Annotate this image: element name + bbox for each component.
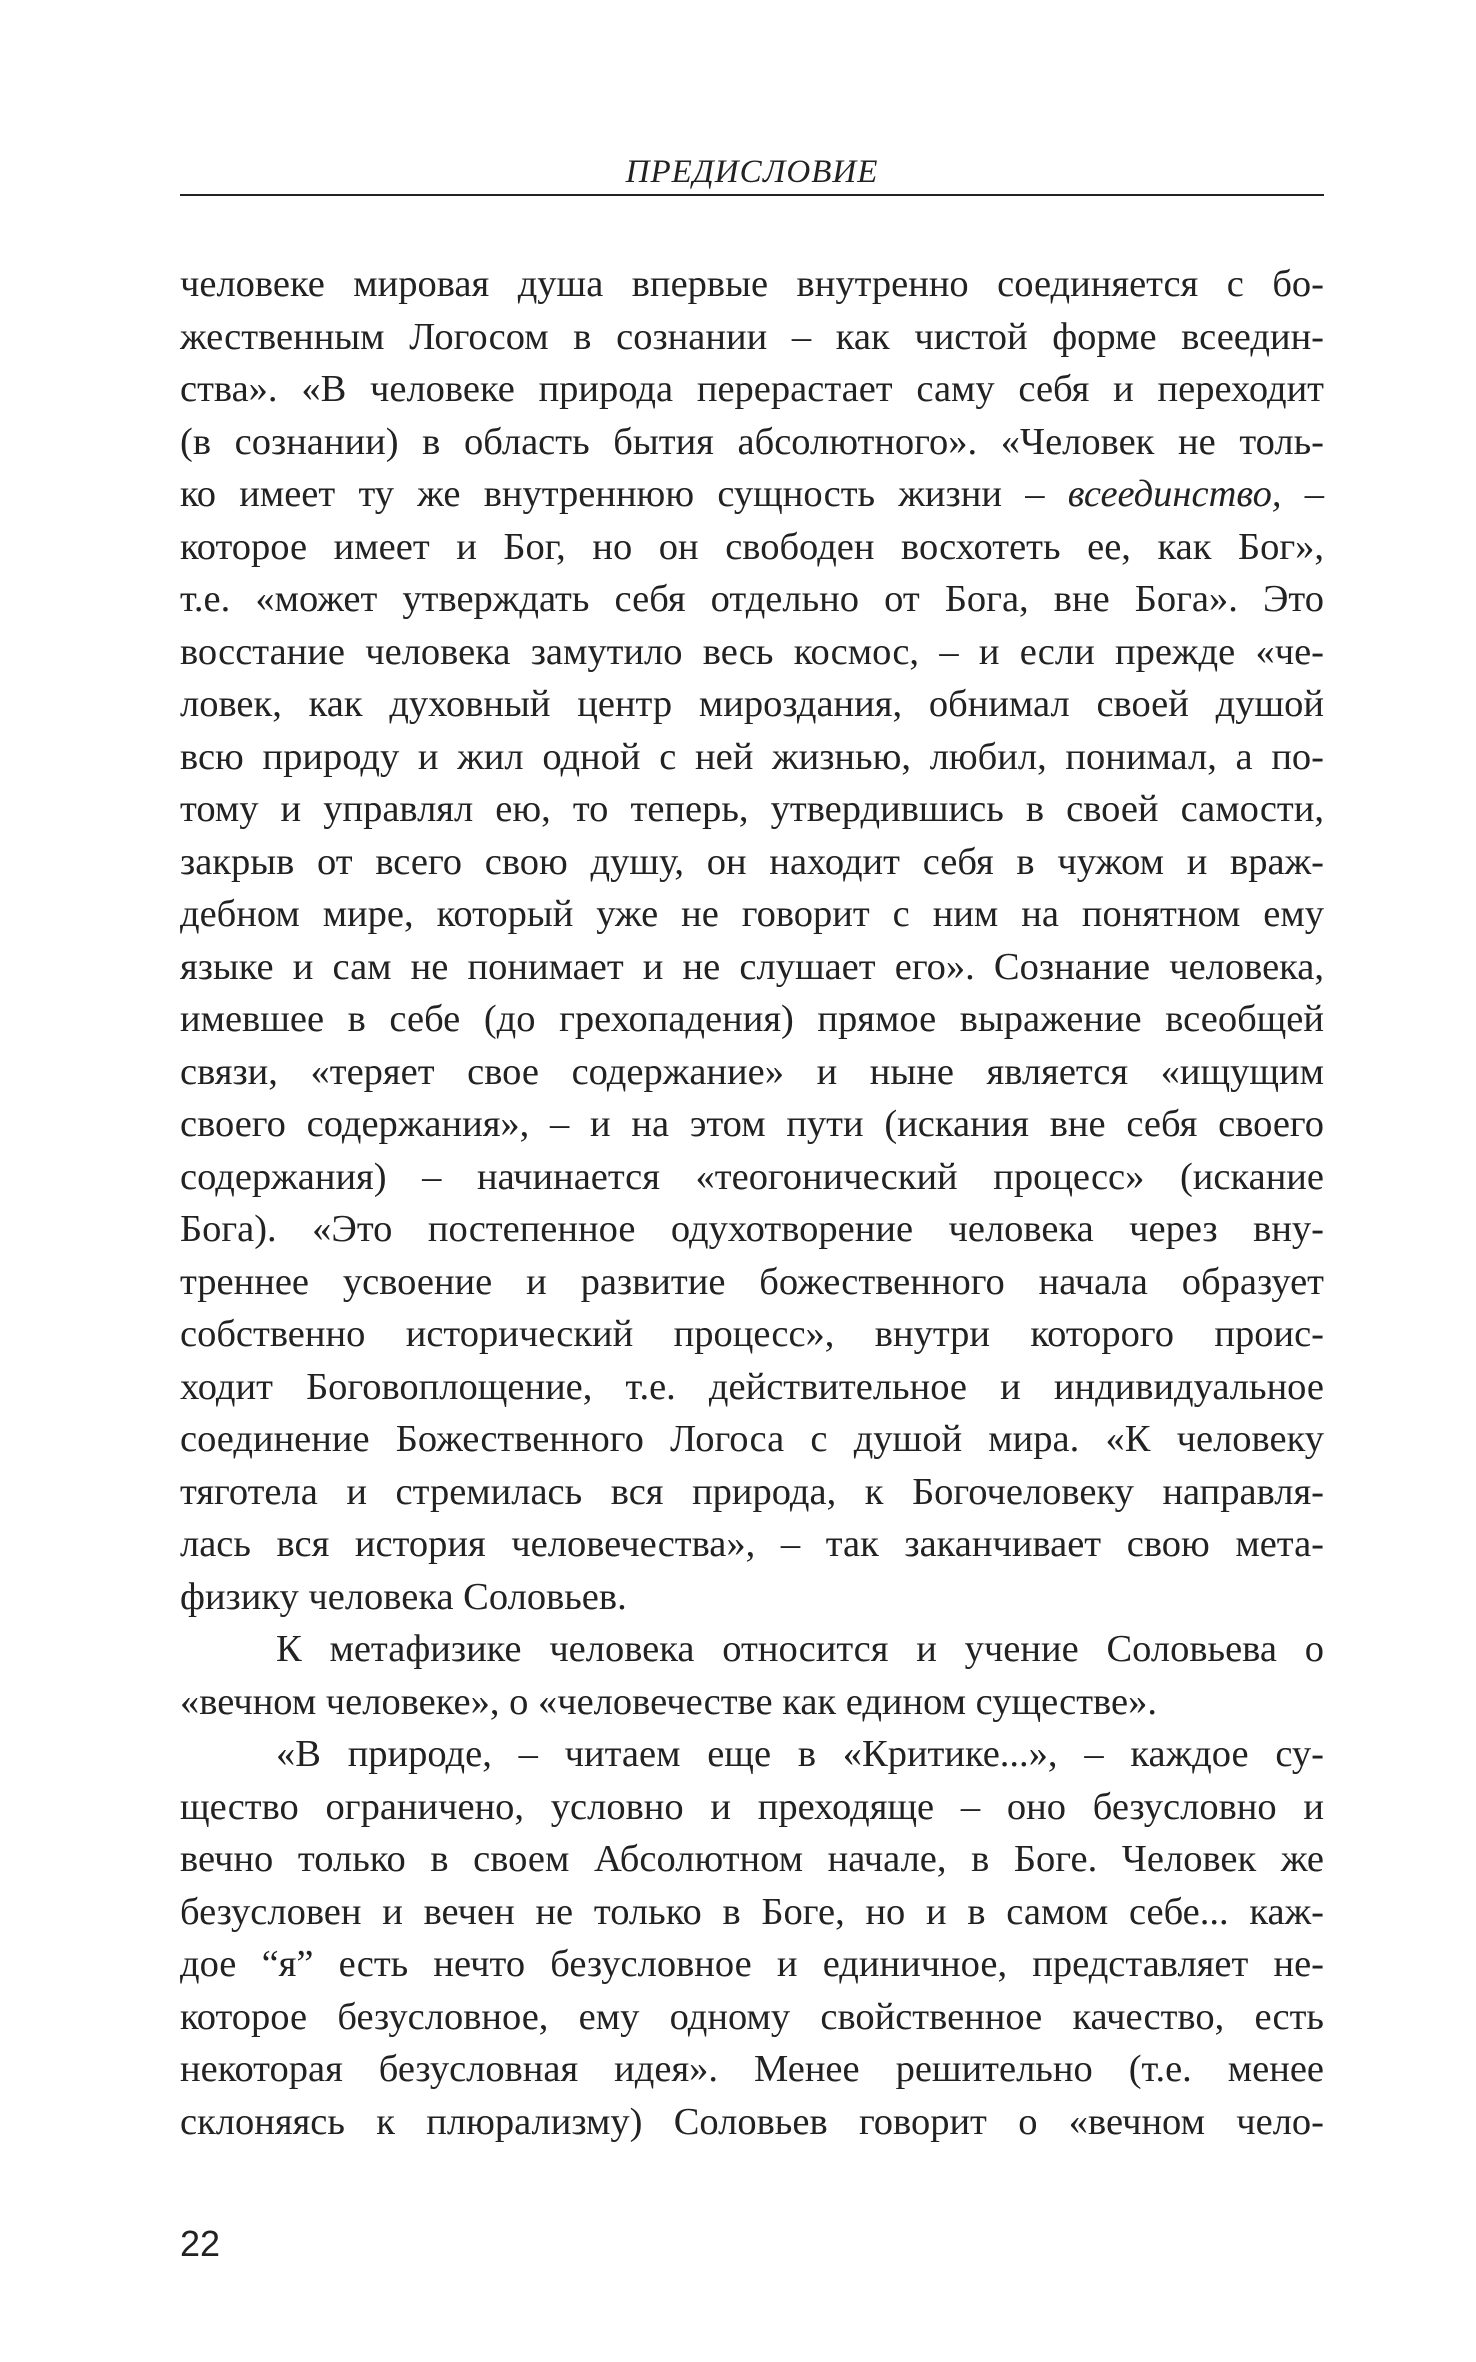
text-line: которое имеет и Бог, но он свободен восхотеть ее, как Бог», <box>180 525 1324 568</box>
page-number: 22 <box>180 2223 221 2264</box>
body-text <box>180 258 1324 2148</box>
text-line: ства». «В человеке природа перерастает саму себя и переходит <box>180 368 1324 410</box>
text-line: закрыв от всего свою душу, он находит себя в чужом и враж- <box>180 840 1324 883</box>
text-line: дебном мире, который уже не говорит с ним на понятном ему <box>180 893 1324 935</box>
text-line: которое безусловное, ему одному свойственное качество, есть <box>180 1995 1324 2038</box>
text-line: некоторая безусловная идея». Менее решительно (т.е. менее <box>180 2048 1324 2090</box>
text-line: связи, «теряет свое содержание» и ныне является «ищущим <box>180 1050 1324 1093</box>
text-line: «В природе, – читаем еще в «Критике...», – каждое су- <box>276 1733 1324 1775</box>
text-line-segment: ко имеет ту же внутреннюю сущность жизни – <box>180 473 1068 515</box>
text-line: тому и управлял ею, то теперь, утвердившись в своей самости, <box>180 788 1324 830</box>
text-line: соединение Божественного Логоса с душой мира. «К человеку <box>180 1418 1324 1460</box>
text-line <box>180 468 1324 521</box>
text-line: всю природу и жил одной с ней жизнью, любил, понимал, а по- <box>180 735 1324 778</box>
text-line: тяготела и стремилась вся природа, к Богочеловеку направля- <box>180 1470 1324 1513</box>
text-line: физику человека Соловьев. <box>180 1575 627 1618</box>
text-line: человеке мировая душа впервые внутренно соединяется с бо- <box>180 263 1324 305</box>
text-line: своего содержания», – и на этом пути (искания вне себя своего <box>180 1103 1324 1145</box>
text-line: языке и сам не понимает и не слушает его». Сознание человека, <box>180 945 1324 988</box>
text-line: восстание человека замутило весь космос, – и если прежде «че- <box>180 630 1324 673</box>
text-line: жественным Логосом в сознании – как чистой форме всеедин- <box>180 315 1324 358</box>
text-line: (в сознании) в область бытия абсолютного». «Человек не толь- <box>180 420 1324 463</box>
text-line: Бога). «Это постепенное одухотворение человека через вну- <box>180 1208 1324 1250</box>
text-line: дое “я” есть нечто безусловное и единичное, представляет не- <box>180 1943 1324 1985</box>
text-line: К метафизике человека относится и учение Соловьева о <box>276 1628 1324 1670</box>
italic-term: всеединство, <box>1067 473 1282 515</box>
header-rule <box>180 194 1324 196</box>
text-line-segment: – <box>1281 473 1324 515</box>
running-head-title: ПРЕДИСЛОВИЕ <box>625 154 879 190</box>
text-line: лась вся история человечества», – так заканчивает свою мета- <box>180 1523 1324 1565</box>
text-line: т.е. «может утверждать себя отдельно от Бога, вне Бога». Это <box>180 578 1324 620</box>
text-line: вечно только в своем Абсолютном начале, в Боге. Человек же <box>180 1838 1324 1880</box>
text-line: ловек, как духовный центр мироздания, обнимал своей душой <box>180 683 1324 725</box>
text-line: «вечном человеке», о «человечестве как едином существе». <box>180 1680 1157 1723</box>
text-line: имевшее в себе (до грехопадения) прямое выражение всеобщей <box>180 998 1324 1040</box>
text-line: щество ограничено, условно и преходяще – оно безусловно и <box>180 1785 1324 1828</box>
text-line: безусловен и вечен не только в Боге, но и в самом себе... каж- <box>180 1890 1324 1933</box>
text-line: склоняясь к плюрализму) Соловьев говорит о «вечном чело- <box>180 2100 1324 2143</box>
text-line: треннее усвоение и развитие божественного начала образует <box>180 1260 1324 1303</box>
text-line: собственно исторический процесс», внутри которого проис- <box>180 1313 1324 1355</box>
text-line: содержания) – начинается «теогонический процесс» (искание <box>180 1155 1324 1198</box>
text-line: ходит Боговоплощение, т.е. действительное и индивидуальное <box>180 1365 1324 1408</box>
